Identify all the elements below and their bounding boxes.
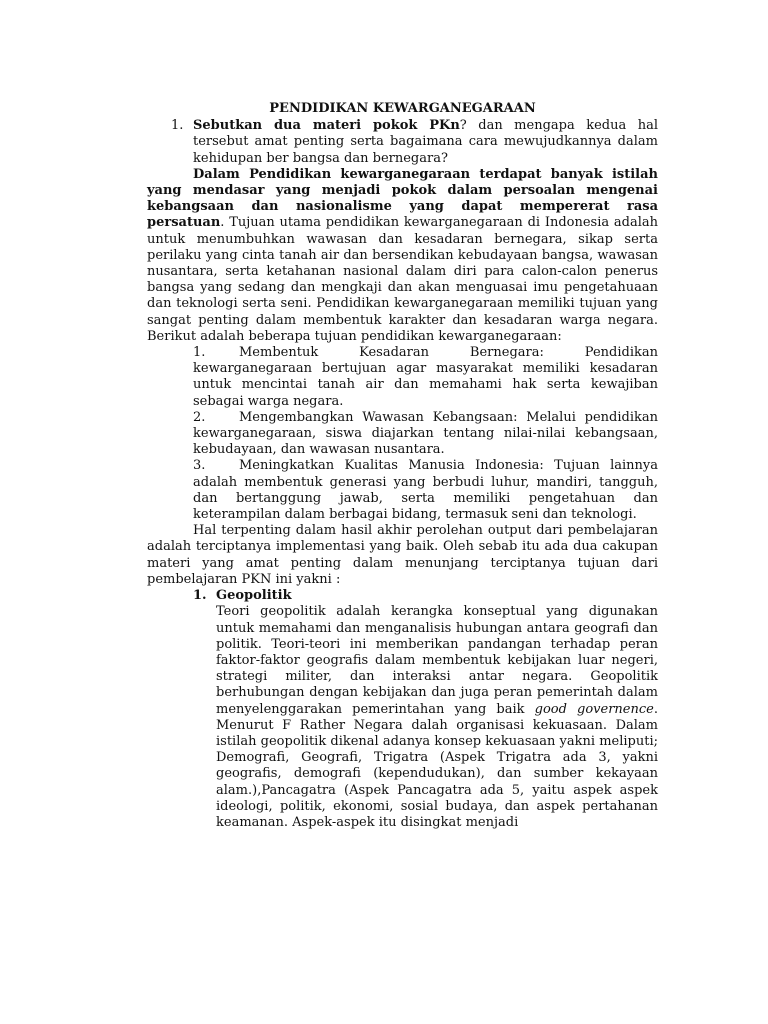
answer-intro-bold: Dalam Pendidikan kewarganegaraan terdapat banyak istilah yang mendasar yang menjadi pokok dalam persoalan mengenai kebangsaan dan nasionalisme yang dapat mempererat rasa persatuan	[147, 166, 658, 231]
question-rest: ? dan mengapa kedua hal tersebut amat penting serta bagaimana cara mewujudkannya dalam kehidupan ber bangsa dan bernegara?	[193, 118, 658, 166]
goal-text: Membentuk Kesadaran Bernegara: Pendidikan kewarganegaraan bertujuan agar masyarakat memiliki kesadaran untuk mencintai tanah air dan memahami hak serta kewajiban sebagai warga negara.	[193, 345, 658, 409]
answer-intro	[147, 167, 658, 345]
topic-heading: Geopolitik	[216, 588, 292, 604]
goal-item	[193, 345, 658, 410]
goal-item	[193, 458, 658, 523]
topic-paragraph	[216, 604, 658, 831]
answer-intro-rest: . Tujuan utama pendidikan kewarganegaraan di Indonesia adalah untuk menumbuhkan wawasan dan kesadaran bernegara, sikap serta perilaku yang cinta tanah air dan bersendikan kebudayaan bangsa, wawasan nusantara, serta ketahanan nasional dalam diri para calon-calon penerus bangsa yang sedang dan mengkaji dan akan menguasai imu pengetahuaan dan teknologi serta seni. Pendidikan kewarganegaraan memiliki tujuan yang sangat penting dalam membentuk karakter dan kesadaran warga negara. Berikut adalah beberapa tujuan pendidikan kewarganegaraan:	[147, 215, 658, 344]
document-title: PENDIDIKAN KEWARGANEGARAAN	[269, 101, 536, 116]
goal-number: 1.	[193, 345, 206, 361]
question-bold: Sebutkan dua materi pokok PKn	[193, 118, 460, 134]
question-number: 1.	[171, 118, 184, 134]
goal-text: Meningkatkan Kualitas Manusia Indonesia: Tujuan lainnya adalah membentuk generasi yang berbudi luhur, mandiri, tangguh, dan bertanggung jawab, serta memiliki pengetahuan dan keterampilan dalam berbagai bidang, termasuk seni dan teknologi.	[193, 458, 658, 523]
question-text	[193, 118, 658, 167]
topic-text-italic: good governence	[534, 701, 654, 717]
conclusion-paragraph: Hal terpenting dalam hasil akhir perolehan output dari pembelajaran adalah terciptanya implementasi yang baik. Oleh sebab itu ada dua cakupan materi yang amat penting dalam menunjang terciptanya tujuan dari pembelajaran PKN ini yakni :	[147, 523, 658, 587]
topic-text-a: Teori geopolitik adalah kerangka konseptual yang digunakan untuk memahami dan menganalisis hubungan antara geografi dan politik. Teori-teori ini memberikan pandangan terhadap peran faktor-faktor geografis dalam membentuk kebijakan luar negeri, strategi militer, dan interaksi antar negara. Geopolitik berhubungan dengan kebijakan dan juga peran pemerintah dalam menyelenggarakan pemerintahan yang baik	[216, 604, 658, 717]
topic-number: 1.	[193, 588, 207, 604]
goal-number: 2.	[193, 409, 206, 425]
topic-heading-row	[147, 588, 658, 604]
goal-item	[193, 410, 658, 459]
document-body	[147, 101, 658, 831]
goal-text: Mengembangkan Wawasan Kebangsaan: Melalui pendidikan kewarganegaraan, siswa diajarkan tentang nilai-nilai kebangsaan, kebudayaan, dan wawasan nusantara.	[193, 409, 658, 458]
question-item	[147, 118, 658, 167]
topic-text-b: . Menurut F Rather Negara dalah organisasi kekuasaan. Dalam istilah geopolitik dikenal adanya konsep kekuasaan yakni meliputi; Demografi, Geografi, Trigatra (Aspek Trigatra ada 3, yakni geografis, demografi (kependudukan), dan sumber kekayaan alam.),Pancagatra (Aspek Pancagatra ada 5, yaitu aspek aspek ideologi, politik, ekonomi, sosial budaya, dan aspek pertahanan keamanan. Aspek-aspek itu disingkat menjadi	[216, 701, 658, 830]
goal-number: 3.	[193, 458, 206, 474]
